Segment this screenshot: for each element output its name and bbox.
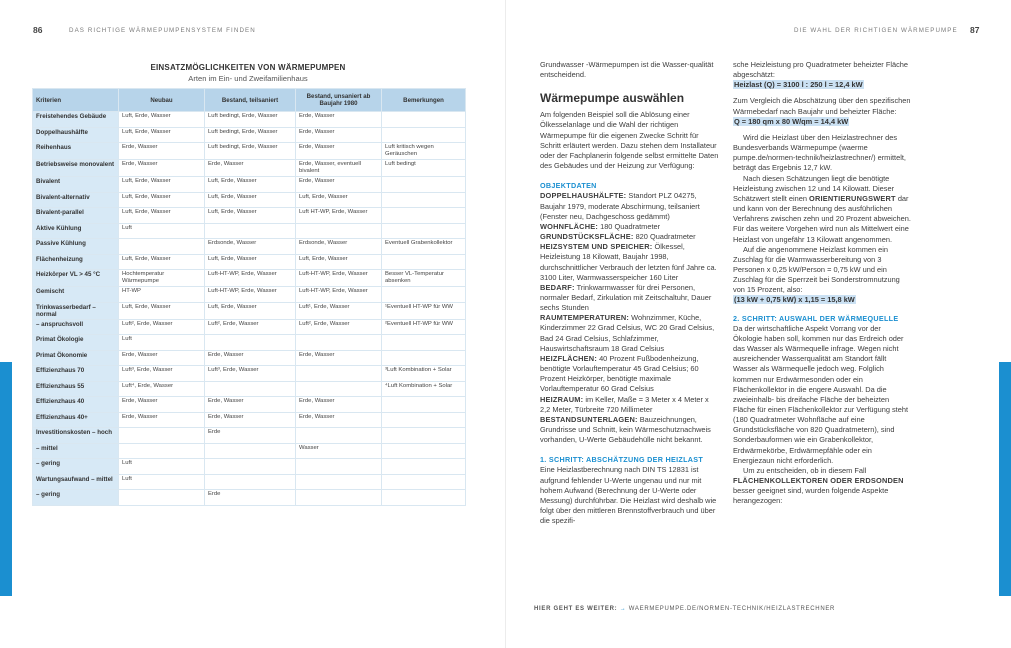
table-cell: Erde, Wasser — [296, 112, 382, 128]
table-cell: Luft-HT-WP, Erde, Wasser — [296, 270, 382, 287]
table-row-label: Gemischt — [33, 287, 119, 303]
table-row-label: Effizienzhaus 55 — [33, 381, 119, 397]
table-cell — [296, 223, 382, 239]
footer-link-line — [534, 606, 835, 612]
table-row — [33, 287, 466, 303]
table-cell — [382, 127, 466, 143]
table-cell: Luft-HT-WP, Erde, Wasser — [205, 270, 296, 287]
table-row — [33, 459, 466, 475]
table-row — [33, 160, 466, 177]
table-row-label: Primat Ökonomie — [33, 350, 119, 366]
table-row — [33, 254, 466, 270]
table-row-label: Primat Ökologie — [33, 335, 119, 351]
table-cell: ¹Eventuell HT-WP für WW — [382, 302, 466, 319]
arrow-right-icon: → — [619, 606, 627, 612]
table-row — [33, 366, 466, 382]
table-cell: Erde, Wasser — [119, 412, 205, 428]
table-cell: Luft³, Erde, Wasser — [205, 366, 296, 382]
table-cell: Luft, Erde, Wasser — [119, 192, 205, 208]
table-cell — [382, 335, 466, 351]
table-cell — [382, 397, 466, 413]
table-cell: Erde, Wasser — [296, 127, 382, 143]
table-cell — [382, 254, 466, 270]
left-page-number: 86 — [33, 25, 43, 35]
table-row-label: Freistehendes Gebäude — [33, 112, 119, 128]
left-running-title: DAS RICHTIGE WÄRMEPUMPENSYSTEM FINDEN — [69, 27, 256, 34]
table-row — [33, 474, 466, 490]
table-row-label: Reihenhaus — [33, 143, 119, 160]
table-cell: Luft — [119, 335, 205, 351]
table-row — [33, 270, 466, 287]
section-heading: Wärmepumpe auswählen — [540, 91, 685, 106]
objektdaten-text: Wohnzimmer, Küche, Kinderzimmer 22 Grad Celsius, WC 20 Grad Celsius, Bad 24 Grad Celsius, Schlafzimmer, Hauswirtschaftsraum 18 Grad Celsius — [540, 313, 715, 353]
table-cell: Wasser — [296, 443, 382, 459]
objektdaten-label: WOHNFLÄCHE: — [540, 221, 599, 231]
table-cell: Luft — [119, 474, 205, 490]
table-subtitle: Arten im Ein- und Zweifamilienhaus — [188, 74, 308, 83]
footer-label: HIER GEHT ES WEITER: — [534, 606, 618, 612]
table-cell — [119, 490, 205, 506]
table-cell: Besser VL-Temperatur absenken — [382, 270, 466, 287]
table-row-label: Aktive Kühlung — [33, 223, 119, 239]
table-row — [33, 192, 466, 208]
col2-paragraph-7: Um zu entscheiden, ob in diesem Fall FLÄCHENKOLLEKTOREN ODER ERDSONDEN besser geeignet sind, wurden folgende Aspekte herangezogen: — [733, 465, 904, 506]
formula-heizlast: Heizlast (Q) = 3100 l : 250 l = 12,4 kW — [734, 80, 863, 90]
table-cell — [382, 474, 466, 490]
table-cell — [382, 443, 466, 459]
table-cell — [382, 350, 466, 366]
footer-link[interactable]: WAERMEPUMPE.DE/NORMEN-TECHNIK/HEIZLASTRECHNER — [628, 606, 836, 612]
table-row-label: – gering — [33, 490, 119, 506]
table-cell: Erde, Wasser — [205, 350, 296, 366]
table-cell — [382, 177, 466, 193]
table-cell: Erde — [205, 490, 296, 506]
table-cell — [382, 459, 466, 475]
objektdaten-heading: OBJEKTDATEN — [540, 181, 597, 191]
table-cell: Erde, Wasser — [119, 160, 205, 177]
table-cell — [205, 443, 296, 459]
table-row — [33, 112, 466, 128]
objektdaten-label: BESTANDSUNTERLAGEN: — [540, 414, 638, 424]
step2-heading: 2. SCHRITT: AUSWAHL DER WÄRMEQUELLE — [733, 313, 899, 323]
table-cell — [296, 428, 382, 444]
step1-heading: 1. SCHRITT: ABSCHÄTZUNG DER HEIZLAST — [540, 455, 704, 465]
col2-paragraph-4: Nach diesen Schätzungen liegt die benötigte Heizleistung zwischen 12 und 14 Kilowatt. Dieser Schätzwert stellt einen ORIENTIERUNGSWERT dar und kann von der Berechnung des ausführlichen Verfahrens zwischen zehn und 20 Prozent abweichen. Für das weitere Vorgehen wird nun als Mittelwert eine Heizlast von ungefähr 13 Kilowatt angenommen. — [733, 173, 911, 244]
table-cell: Luft, Erde, Wasser — [119, 112, 205, 128]
objektdaten-label: DOPPELHAUSHÄLFTE: — [540, 191, 627, 201]
table-cell: Luft-HT-WP, Erde, Wasser — [296, 287, 382, 303]
objektdaten-label: HEIZSYSTEM UND SPEICHER: — [540, 242, 653, 252]
table-cell: Erde, Wasser — [296, 412, 382, 428]
table-header-cell: Neubau — [119, 89, 205, 112]
table-cell: Luft bedingt, Erde, Wasser — [205, 112, 296, 128]
table-header-cell: Kriterien — [33, 89, 119, 112]
table-cell: Luft, Erde, Wasser — [119, 254, 205, 270]
table-cell: Luft, Erde, Wasser — [119, 177, 205, 193]
table-cell — [382, 223, 466, 239]
table-cell — [296, 474, 382, 490]
col2-paragraph-6: Da der wirtschaftliche Aspekt Vorrang vor der Ökologie haben soll, kommen nur das Erdreich oder das Wasser als Wärmequelle infrage. Wegen nicht ausreichender Wasserqualität am Standort fällt Wasser als Wärmequelle jedoch weg. Folglich kommen nur Erdwärmesonden oder ein Flächenkollektor in die engere Auswahl. Da die zweieinhalb- bis dreifache Fläche der beheizten Fläche für einen Flächenkollektor zur Verfügung steht (180 Quadratmeter Wohnfläche auf eine Grundstücksfläche von 820 Quadratmetern), sind Sonderbauformen wie ein Grabenkollektor, Erdwärmekörbe, Erdwärmepfähle oder ein Energiezaun nicht erforderlich. — [733, 323, 909, 465]
table-cell: Luft, Erde, Wasser — [205, 192, 296, 208]
table-cell: Eventuell Grabenkollektor — [382, 239, 466, 255]
table-cell — [119, 239, 205, 255]
table-cell — [205, 381, 296, 397]
col2-paragraph-5: Auf die angenommene Heizlast kommen ein Zuschlag für die Warmwasserbereitung von 3 Personen x 0,25 kW/Person = 0,75 kW und ein Zuschlag für die Sperrzeit bei Sonderstromnutzung von 15 Prozent, also: — [733, 244, 900, 295]
table-cell — [382, 412, 466, 428]
objektdaten-text: 40 Prozent Fußbodenheizung, benötigte Vorlauftemperatur 45 Grad Celsius; 60 Prozent Heizkörper, benötigte maximale Vorlauftemperatur 60 Grad Celsius — [540, 353, 699, 394]
table-cell: Erde, Wasser, eventuell bivalent — [296, 160, 382, 177]
table-cell: Luft — [119, 459, 205, 475]
table-cell: Hochtemperatur Wärmepumpe — [119, 270, 205, 287]
table-header-cell: Bestand, unsaniert ab Baujahr 1980 — [296, 89, 382, 112]
table-cell: Erde, Wasser — [296, 350, 382, 366]
objektdaten-item — [540, 191, 720, 221]
intro-paragraph: Am folgenden Beispiel soll die Ablösung einer Ölkesselanlage und die Wahl der richtigen Wärmepumpe für die eigenen Zwecke Schritt für Schritt erläutert werden. Dazu stehen dem Installateur oder der Fachplanerin folgende selbst ermittelte Daten des Gebäudes und der Heizung zur Verfügung: — [540, 110, 719, 171]
table-cell: Luft, Erde, Wasser — [205, 302, 296, 319]
table-cell — [382, 287, 466, 303]
table-cell: Luft bedingt, Erde, Wasser — [205, 127, 296, 143]
table-cell: Luft², Erde, Wasser — [296, 319, 382, 335]
table-row — [33, 443, 466, 459]
heat-pump-table — [32, 88, 466, 506]
table-row-label: Effizienzhaus 70 — [33, 366, 119, 382]
table-row-label: Doppelhaushälfte — [33, 127, 119, 143]
table-row-label: – anspruchsvoll — [33, 319, 119, 335]
table-row-label: – gering — [33, 459, 119, 475]
table-cell: Luft, Erde, Wasser — [119, 302, 205, 319]
right-page-number: 87 — [970, 25, 980, 35]
table-cell: Erde, Wasser — [119, 397, 205, 413]
table-row-label: Bivalent-alternativ — [33, 192, 119, 208]
objektdaten-item — [540, 232, 720, 242]
table-cell: Erdsonde, Wasser — [205, 239, 296, 255]
table-row-label: Flächenheizung — [33, 254, 119, 270]
table-cell: Luft, Erde, Wasser — [205, 177, 296, 193]
table-cell: Erde, Wasser — [205, 160, 296, 177]
table-row-label: Bivalent — [33, 177, 119, 193]
table-cell: Erde, Wasser — [119, 143, 205, 160]
table-cell: HT-WP — [119, 287, 205, 303]
objektdaten-item — [540, 415, 720, 445]
table-cell — [296, 335, 382, 351]
table-header-cell: Bemerkungen — [382, 89, 466, 112]
table-cell: Luft, Erde, Wasser — [119, 208, 205, 224]
objektdaten-item — [540, 395, 720, 415]
table-cell: Luft, Erde, Wasser — [205, 208, 296, 224]
intro-text: Grundwasser -Wärmepumpen ist die Wasser-qualität entscheidend. — [540, 60, 714, 80]
formula-specific-demand: Q = 180 qm x 80 W/qm = 14,4 kW — [734, 116, 849, 126]
text-column-1 — [540, 60, 720, 526]
table-cell: Luft, Erde, Wasser — [296, 254, 382, 270]
text-column-2 — [733, 60, 911, 507]
table-header-cell: Bestand, teilsaniert — [205, 89, 296, 112]
objektdaten-text: Ölkessel, Heizleistung 18 Kilowatt, Baujahr 1998, durchschnittlicher Verbrauch der letzten fünf Jahre ca. 3100 Liter, Warmwasserspeicher 160 Liter — [540, 242, 717, 282]
objektdaten-text: Bauzeichnungen, Grundrisse und Schnitt, kein Wärmeschutznachweis vorhanden, U-Werte Gebäudehülle nicht bekannt. — [540, 414, 711, 445]
table-row — [33, 127, 466, 143]
table-cell — [296, 381, 382, 397]
objektdaten-label: HEIZFLÄCHEN: — [540, 353, 598, 363]
table-row — [33, 223, 466, 239]
table-cell — [296, 490, 382, 506]
col2-paragraph-3: Wird die Heizlast über den Heizlastrechner des Bundesverbands Wärmepumpe (waerme pumpe.de/normen-technik/heizlastrechner/) ermittelt, beträgt das Ergebnis 12,7 kW. — [733, 132, 906, 173]
table-cell: Luft HT-WP, Erde, Wasser — [296, 208, 382, 224]
table-cell: Erde, Wasser — [296, 143, 382, 160]
table-row-label: Effizienzhaus 40+ — [33, 412, 119, 428]
table-row — [33, 490, 466, 506]
table-row — [33, 335, 466, 351]
table-row-label: Bivalent-parallel — [33, 208, 119, 224]
table-row-label: Effizienzhaus 40 — [33, 397, 119, 413]
table-cell: Luft, Erde, Wasser — [205, 254, 296, 270]
table-row — [33, 412, 466, 428]
table-cell — [296, 459, 382, 475]
objektdaten-label: GRUNDSTÜCKSFLÄCHE: — [540, 232, 634, 242]
table-row-label: – mittel — [33, 443, 119, 459]
table-row-label: Wartungsaufwand – mittel — [33, 474, 119, 490]
table-cell: Luft, Erde, Wasser — [119, 127, 205, 143]
table-cell: Luft — [119, 223, 205, 239]
table-cell: Luft-HT-WP, Erde, Wasser — [205, 287, 296, 303]
left-edge-marker — [0, 362, 12, 596]
page-gutter — [505, 0, 506, 648]
objektdaten-label: BEDARF: — [540, 282, 575, 292]
formula-total-load: (13 kW + 0,75 kW) x 1,15 = 15,8 kW — [734, 295, 855, 305]
col2-paragraph-2: Zum Vergleich die Abschätzung über den spezifischen Wärmebedarf nach Baujahr und beheizter Fläche: — [733, 96, 911, 116]
table-cell — [296, 366, 382, 382]
table-cell: Erde — [205, 428, 296, 444]
objektdaten-item — [540, 283, 720, 313]
table-cell — [205, 335, 296, 351]
col2-paragraph-1: sche Heizleistung pro Quadratmeter beheizter Fläche abgeschätzt: — [733, 60, 909, 80]
table-row-label: Trinkwasserbedarf – normal — [33, 302, 119, 319]
table-cell — [382, 428, 466, 444]
table-cell — [205, 459, 296, 475]
table-cell — [119, 443, 205, 459]
table-cell: Erde, Wasser — [119, 350, 205, 366]
table-cell: ³Luft Kombination + Solar — [382, 366, 466, 382]
table-cell — [382, 490, 466, 506]
table-cell: Luft¹, Erde, Wasser — [296, 302, 382, 319]
objektdaten-item — [540, 222, 720, 232]
table-title: EINSATZMÖGLICHKEITEN VON WÄRMEPUMPEN — [150, 63, 346, 72]
table-cell: Luft kritisch wegen Geräuschen — [382, 143, 466, 160]
table-cell: Luft, Erde, Wasser — [296, 192, 382, 208]
table-cell: Erdsonde, Wasser — [296, 239, 382, 255]
objektdaten-item — [540, 354, 720, 395]
table-cell — [119, 428, 205, 444]
table-cell: Luft⁴, Erde, Wasser — [119, 381, 205, 397]
table-cell: Luft³, Erde, Wasser — [119, 366, 205, 382]
table-cell: ²Eventuell HT-WP für WW — [382, 319, 466, 335]
table-cell: Erde, Wasser — [296, 177, 382, 193]
table-row — [33, 239, 466, 255]
table-row — [33, 208, 466, 224]
table-cell: Erde, Wasser — [205, 412, 296, 428]
table-row — [33, 397, 466, 413]
objektdaten-label: RAUMTEMPERATUREN: — [540, 313, 630, 323]
table-row — [33, 381, 466, 397]
table-cell — [382, 112, 466, 128]
table-cell: Luft bedingt, Erde, Wasser — [205, 143, 296, 160]
table-row — [33, 428, 466, 444]
table-cell — [205, 474, 296, 490]
objektdaten-text: im Keller, Maße = 3 Meter x 4 Meter x 2,2 Meter, Türbreite 720 Millimeter — [540, 394, 709, 414]
table-row — [33, 319, 466, 335]
table-row-label: Investitionskosten – hoch — [33, 428, 119, 444]
table-cell: Luft bedingt — [382, 160, 466, 177]
table-row-label: Betriebsweise monovalent — [33, 160, 119, 177]
objektdaten-item — [540, 242, 720, 283]
objektdaten-text: 820 Quadratmeter — [633, 232, 696, 242]
table-row-label: Passive Kühlung — [33, 239, 119, 255]
table-cell: Luft², Erde, Wasser — [205, 319, 296, 335]
table-cell: Luft², Erde, Wasser — [119, 319, 205, 335]
objektdaten-label: HEIZRAUM: — [540, 394, 584, 404]
objektdaten-item — [540, 313, 720, 354]
right-running-title: DIE WAHL DER RICHTIGEN WÄRMEPUMPE — [794, 27, 958, 34]
table-row — [33, 350, 466, 366]
table-cell — [382, 208, 466, 224]
table-row — [33, 143, 466, 160]
table-row — [33, 177, 466, 193]
table-row-label: Heizkörper VL > 45 °C — [33, 270, 119, 287]
table-row — [33, 302, 466, 319]
objektdaten-text: Standort PLZ 04275, Baujahr 1979, moderate Abschirmung, teilsaniert (Fenster neu, Dachgeschoss gedämmt) — [540, 191, 700, 221]
right-edge-marker — [999, 362, 1011, 596]
objektdaten-text: Trinkwarmwasser für drei Personen, normaler Bedarf, Zirkulation mit Zeitschaltuhr, Dauer sechs Stunden — [540, 282, 712, 313]
table-cell — [205, 223, 296, 239]
step1-text: Eine Heizlastberechnung nach DIN TS 12831 ist aufgrund fehlender U-Werte ungenau und nur mit hohem Aufwand (Berechnung der U-Werte oder Messung) durchführbar. Die Heizlast wird deshalb wie folgt über den mittleren Brennstoffverbrauch und über die spezifi- — [540, 465, 717, 526]
table-cell: ⁴Luft Kombination + Solar — [382, 381, 466, 397]
objektdaten-text: 180 Quadratmeter — [598, 221, 661, 231]
table-cell — [382, 192, 466, 208]
table-cell: Erde, Wasser — [296, 397, 382, 413]
table-cell: Erde, Wasser — [205, 397, 296, 413]
